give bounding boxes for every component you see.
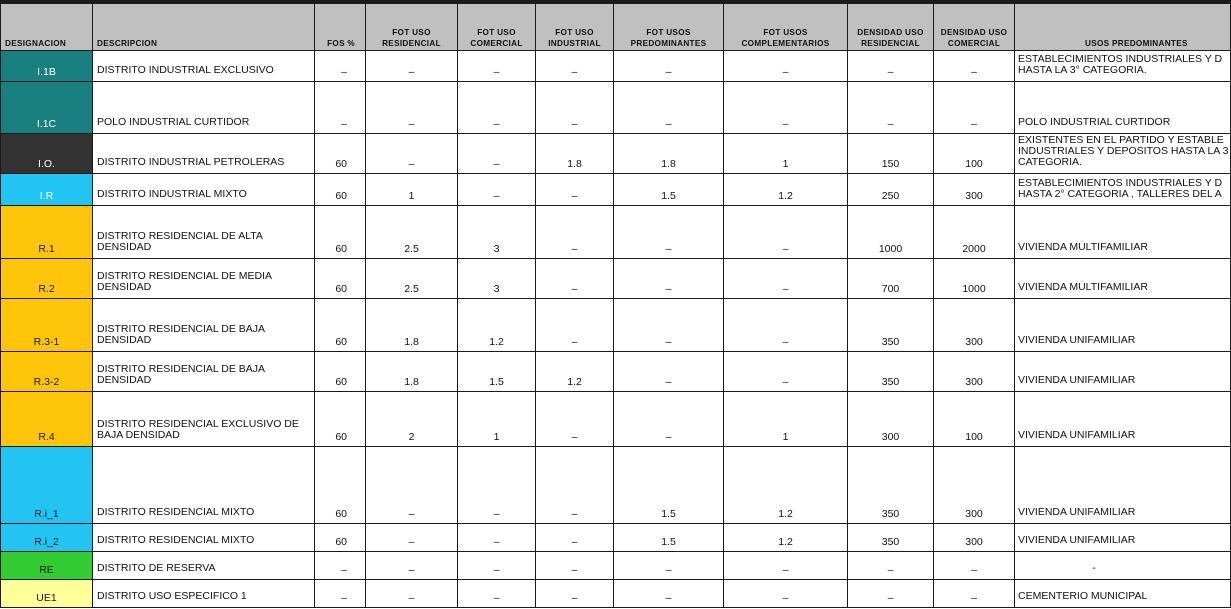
cell-fot-predominantes[interactable]: –	[614, 51, 724, 82]
cell-fot-residencial[interactable]: –	[366, 51, 458, 82]
cell-fot-comercial[interactable]: –	[458, 524, 536, 552]
cell-densidad-residencial[interactable]: 300	[848, 392, 934, 447]
cell-designacion[interactable]: R.1	[1, 206, 93, 259]
cell-descripcion[interactable]: DISTRITO RESIDENCIAL MIXTO	[93, 524, 315, 552]
cell-usos-predominantes[interactable]: VIVIENDA UNIFAMILIAR	[1015, 392, 1231, 447]
cell-descripcion[interactable]: DISTRITO RESIDENCIAL DE BAJA DENSIDAD	[93, 299, 315, 352]
cell-fot-comercial[interactable]: –	[458, 134, 536, 174]
cell-densidad-comercial[interactable]: –	[934, 82, 1015, 134]
cell-fot-complementarios[interactable]: 1	[724, 134, 848, 174]
cell-fot-predominantes[interactable]: 1.5	[614, 174, 724, 206]
cell-fot-industrial[interactable]: –	[536, 206, 614, 259]
cell-fos[interactable]: 60	[315, 206, 366, 259]
cell-densidad-residencial[interactable]: 350	[848, 299, 934, 352]
cell-densidad-comercial[interactable]: 300	[934, 447, 1015, 524]
header-row	[1, 2, 1231, 51]
cell-densidad-comercial[interactable]: 300	[934, 352, 1015, 392]
cell-usos-predominantes[interactable]: VIVIENDA UNIFAMILIAR	[1015, 299, 1231, 352]
table-row	[1, 82, 1231, 134]
cell-fot-complementarios[interactable]: –	[724, 82, 848, 134]
cell-fot-comercial[interactable]: –	[458, 580, 536, 608]
cell-fot-residencial[interactable]: 1.8	[366, 299, 458, 352]
cell-usos-predominantes[interactable]: ESTABLECIMIENTOS INDUSTRIALES Y D HASTA 2° CATEGORIA , TALLERES DEL A	[1015, 174, 1231, 206]
cell-fot-residencial[interactable]: –	[366, 82, 458, 134]
cell-fot-predominantes[interactable]: 1.5	[614, 447, 724, 524]
header-fot-complementarios[interactable]: FOT USOS COMPLEMENTARIOS	[724, 2, 848, 51]
cell-fot-residencial[interactable]: 2.5	[366, 206, 458, 259]
cell-densidad-residencial[interactable]: 350	[848, 352, 934, 392]
cell-designacion[interactable]: R.i_2	[1, 524, 93, 552]
cell-fot-predominantes[interactable]: –	[614, 392, 724, 447]
table-row	[1, 299, 1231, 352]
cell-fot-comercial[interactable]: –	[458, 51, 536, 82]
cell-fos[interactable]: 60	[315, 174, 366, 206]
cell-fot-residencial[interactable]: –	[366, 552, 458, 580]
cell-fot-comercial[interactable]: –	[458, 174, 536, 206]
cell-fos[interactable]: –	[315, 51, 366, 82]
cell-fos[interactable]: 60	[315, 524, 366, 552]
cell-densidad-comercial[interactable]: 100	[934, 134, 1015, 174]
cell-fot-industrial[interactable]: –	[536, 51, 614, 82]
cell-fos[interactable]: 60	[315, 299, 366, 352]
cell-fot-comercial[interactable]: –	[458, 447, 536, 524]
cell-descripcion[interactable]: POLO INDUSTRIAL CURTIDOR	[93, 82, 315, 134]
cell-densidad-residencial[interactable]: 1000	[848, 206, 934, 259]
header-fos[interactable]: FOS %	[315, 2, 366, 51]
cell-designacion[interactable]: I.R	[1, 174, 93, 206]
cell-fot-industrial[interactable]: –	[536, 580, 614, 608]
cell-fos[interactable]: 60	[315, 392, 366, 447]
table-row	[1, 580, 1231, 608]
cell-designacion[interactable]: RE	[1, 552, 93, 580]
cell-fos[interactable]: 60	[315, 352, 366, 392]
cell-usos-predominantes[interactable]: VIVIENDA UNIFAMILIAR	[1015, 447, 1231, 524]
cell-fot-residencial[interactable]: –	[366, 134, 458, 174]
cell-descripcion[interactable]: DISTRITO RESIDENCIAL DE MEDIA DENSIDAD	[93, 259, 315, 299]
cell-fot-complementarios[interactable]: –	[724, 299, 848, 352]
cell-densidad-residencial[interactable]: 150	[848, 134, 934, 174]
cell-fot-industrial[interactable]: –	[536, 447, 614, 524]
cell-fot-complementarios[interactable]: –	[724, 206, 848, 259]
cell-descripcion[interactable]: DISTRITO RESIDENCIAL DE ALTA DENSIDAD	[93, 206, 315, 259]
cell-designacion[interactable]: R.3-1	[1, 299, 93, 352]
cell-fos[interactable]: –	[315, 580, 366, 608]
cell-descripcion[interactable]: DISTRITO INDUSTRIAL MIXTO	[93, 174, 315, 206]
cell-densidad-comercial[interactable]: 100	[934, 392, 1015, 447]
cell-fot-industrial[interactable]: –	[536, 392, 614, 447]
cell-fot-complementarios[interactable]: 1	[724, 392, 848, 447]
cell-fot-complementarios[interactable]: –	[724, 352, 848, 392]
cell-usos-predominantes[interactable]: ESTABLECIMIENTOS INDUSTRIALES Y D HASTA LA 3° CATEGORIA.	[1015, 51, 1231, 82]
cell-descripcion[interactable]: DISTRITO DE RESERVA	[93, 552, 315, 580]
table-row	[1, 352, 1231, 392]
cell-fos[interactable]: 60	[315, 134, 366, 174]
cell-fos[interactable]: 60	[315, 259, 366, 299]
cell-descripcion[interactable]: DISTRITO USO ESPECIFICO 1	[93, 580, 315, 608]
cell-fot-predominantes[interactable]: –	[614, 352, 724, 392]
cell-fot-complementarios[interactable]: 1.2	[724, 524, 848, 552]
cell-fot-comercial[interactable]: –	[458, 552, 536, 580]
cell-fot-comercial[interactable]: 3	[458, 206, 536, 259]
cell-designacion[interactable]: R.2	[1, 259, 93, 299]
cell-fot-industrial[interactable]: 1.8	[536, 134, 614, 174]
cell-usos-predominantes[interactable]: POLO INDUSTRIAL CURTIDOR	[1015, 82, 1231, 134]
cell-usos-predominantes[interactable]: CEMENTERIO MUNICIPAL	[1015, 580, 1231, 608]
cell-fot-predominantes[interactable]: –	[614, 299, 724, 352]
cell-densidad-residencial[interactable]: –	[848, 82, 934, 134]
header-densidad-residencial[interactable]: DENSIDAD USO RESIDENCIAL	[848, 2, 934, 51]
header-densidad-comercial[interactable]: DENSIDAD USO COMERCIAL	[934, 2, 1015, 51]
cell-fos[interactable]: 60	[315, 447, 366, 524]
cell-usos-predominantes[interactable]: VIVIENDA MULTIFAMILIAR	[1015, 259, 1231, 299]
cell-fot-predominantes[interactable]: –	[614, 206, 724, 259]
cell-descripcion[interactable]: DISTRITO INDUSTRIAL EXCLUSIVO	[93, 51, 315, 82]
cell-usos-predominantes[interactable]: VIVIENDA UNIFAMILIAR	[1015, 524, 1231, 552]
cell-densidad-residencial[interactable]: 700	[848, 259, 934, 299]
cell-densidad-comercial[interactable]: 300	[934, 174, 1015, 206]
header-descripcion[interactable]: DESCRIPCION	[93, 2, 315, 51]
cell-fot-predominantes[interactable]: –	[614, 259, 724, 299]
cell-descripcion[interactable]: DISTRITO RESIDENCIAL EXCLUSIVO DE BAJA DENSIDAD	[93, 392, 315, 447]
cell-usos-predominantes[interactable]: VIVIENDA UNIFAMILIAR	[1015, 352, 1231, 392]
cell-designacion[interactable]: R.i_1	[1, 447, 93, 524]
cell-fot-comercial[interactable]: 3	[458, 259, 536, 299]
cell-fot-predominantes[interactable]: 1.8	[614, 134, 724, 174]
cell-fot-complementarios[interactable]: –	[724, 259, 848, 299]
cell-densidad-comercial[interactable]: –	[934, 580, 1015, 608]
cell-fot-industrial[interactable]: –	[536, 552, 614, 580]
header-fot-predominantes[interactable]: FOT USOS PREDOMINANTES	[614, 2, 724, 51]
cell-fot-comercial[interactable]: –	[458, 82, 536, 134]
cell-fot-predominantes[interactable]: –	[614, 82, 724, 134]
cell-usos-predominantes[interactable]: EXISTENTES EN EL PARTIDO Y ESTABLE INDUSTRIALES Y DEPOSITOS HASTA LA 3 CATEGORIA.	[1015, 134, 1231, 174]
header-fot-comercial[interactable]: FOT USO COMERCIAL	[458, 2, 536, 51]
cell-fot-comercial[interactable]: 1.2	[458, 299, 536, 352]
cell-fot-predominantes[interactable]: 1.5	[614, 524, 724, 552]
cell-fot-residencial[interactable]: –	[366, 580, 458, 608]
cell-fot-industrial[interactable]: 1.2	[536, 352, 614, 392]
cell-fot-predominantes[interactable]: –	[614, 552, 724, 580]
header-fot-industrial[interactable]: FOT USO INDUSTRIAL	[536, 2, 614, 51]
cell-densidad-comercial[interactable]: 2000	[934, 206, 1015, 259]
table-row	[1, 447, 1231, 524]
cell-fot-industrial[interactable]: –	[536, 174, 614, 206]
header-usos-predominantes[interactable]: USOS PREDOMINANTES	[1015, 2, 1231, 51]
cell-descripcion[interactable]: DISTRITO RESIDENCIAL MIXTO	[93, 447, 315, 524]
cell-fot-residencial[interactable]: –	[366, 447, 458, 524]
cell-usos-predominantes[interactable]: -	[1015, 552, 1231, 580]
cell-fos[interactable]: –	[315, 82, 366, 134]
cell-densidad-comercial[interactable]: 300	[934, 299, 1015, 352]
cell-fot-complementarios[interactable]: –	[724, 580, 848, 608]
cell-fot-residencial[interactable]: –	[366, 524, 458, 552]
cell-fot-residencial[interactable]: 1	[366, 174, 458, 206]
cell-densidad-residencial[interactable]: –	[848, 580, 934, 608]
cell-densidad-comercial[interactable]: –	[934, 552, 1015, 580]
cell-fot-residencial[interactable]: 2	[366, 392, 458, 447]
cell-fot-industrial[interactable]: –	[536, 299, 614, 352]
table-row	[1, 51, 1231, 82]
cell-fot-complementarios[interactable]: 1.2	[724, 174, 848, 206]
table-row	[1, 174, 1231, 206]
cell-fot-predominantes[interactable]: –	[614, 580, 724, 608]
cell-fot-comercial[interactable]: 1.5	[458, 352, 536, 392]
cell-densidad-residencial[interactable]: 250	[848, 174, 934, 206]
cell-fot-industrial[interactable]: –	[536, 259, 614, 299]
table-row	[1, 134, 1231, 174]
cell-designacion[interactable]: R.4	[1, 392, 93, 447]
table-row	[1, 392, 1231, 447]
cell-fot-complementarios[interactable]: 1.2	[724, 447, 848, 524]
table-row	[1, 552, 1231, 580]
table-row	[1, 259, 1231, 299]
cell-descripcion[interactable]: DISTRITO INDUSTRIAL PETROLERAS	[93, 134, 315, 174]
cell-fot-industrial[interactable]: –	[536, 82, 614, 134]
cell-designacion[interactable]: I.1B	[1, 51, 93, 82]
header-fot-residencial[interactable]: FOT USO RESIDENCIAL	[366, 2, 458, 51]
cell-usos-predominantes[interactable]: VIVIENDA MULTIFAMILIAR	[1015, 206, 1231, 259]
table-body	[1, 51, 1231, 608]
cell-densidad-residencial[interactable]: –	[848, 552, 934, 580]
cell-designacion[interactable]: I.1C	[1, 82, 93, 134]
cell-densidad-residencial[interactable]: 350	[848, 447, 934, 524]
cell-fot-residencial[interactable]: 1.8	[366, 352, 458, 392]
cell-fot-complementarios[interactable]: –	[724, 552, 848, 580]
cell-densidad-residencial[interactable]: 350	[848, 524, 934, 552]
cell-fot-comercial[interactable]: 1	[458, 392, 536, 447]
cell-designacion[interactable]: R.3-2	[1, 352, 93, 392]
cell-fot-industrial[interactable]: –	[536, 524, 614, 552]
cell-fot-residencial[interactable]: 2.5	[366, 259, 458, 299]
cell-densidad-comercial[interactable]: 1000	[934, 259, 1015, 299]
cell-fos[interactable]: –	[315, 552, 366, 580]
cell-densidad-residencial[interactable]: –	[848, 51, 934, 82]
table-row	[1, 524, 1231, 552]
header-designacion[interactable]: DESIGNACION	[1, 2, 93, 51]
cell-designacion[interactable]: UE1	[1, 580, 93, 608]
table-row	[1, 206, 1231, 259]
cell-descripcion[interactable]: DISTRITO RESIDENCIAL DE BAJA DENSIDAD	[93, 352, 315, 392]
cell-densidad-comercial[interactable]: 300	[934, 524, 1015, 552]
cell-densidad-comercial[interactable]: –	[934, 51, 1015, 82]
cell-fot-complementarios[interactable]: –	[724, 51, 848, 82]
cell-designacion[interactable]: I.O.	[1, 134, 93, 174]
